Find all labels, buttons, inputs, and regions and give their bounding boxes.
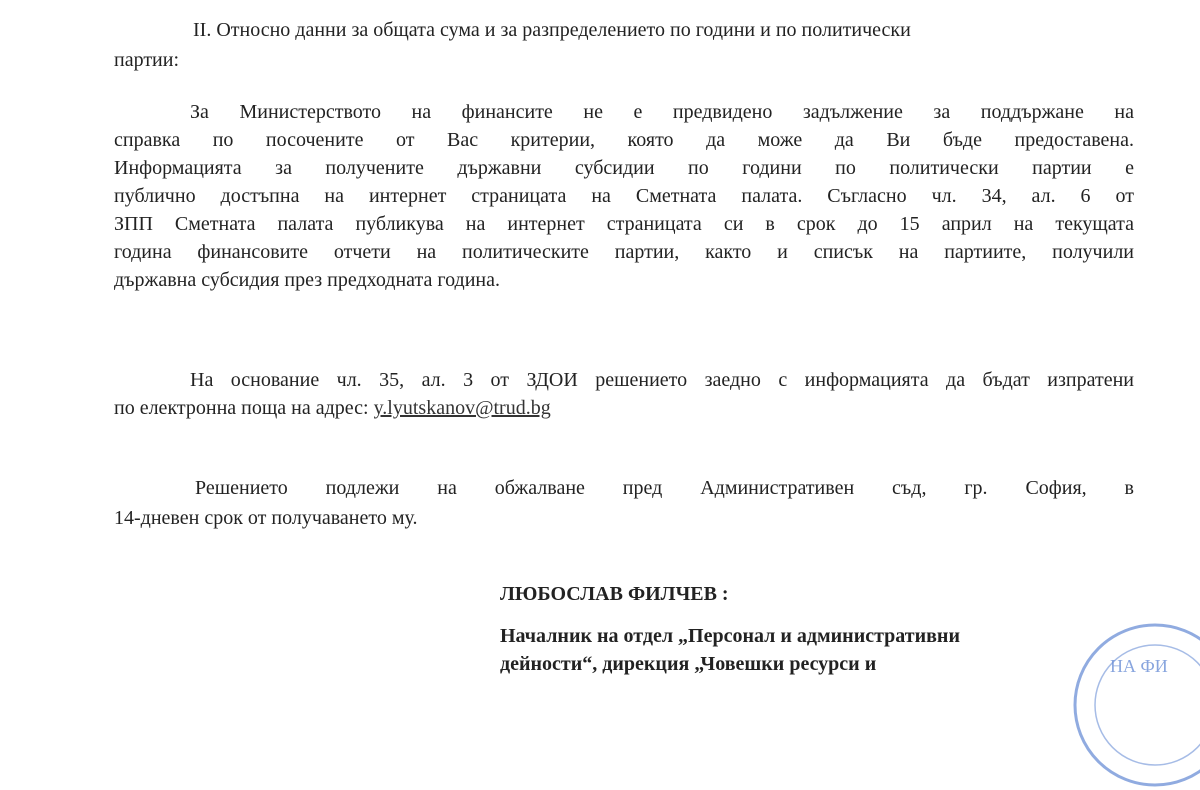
paragraph1-line2: справка по посочените от Вас критерии, която да може да Ви бъде предоставена. xyxy=(114,129,1134,151)
paragraph2-line2 xyxy=(114,396,551,420)
paragraph1-line7: държавна субсидия през предходната година. xyxy=(114,269,500,291)
paragraph2-line1: На основание чл. 35, ал. 3 от ЗДОИ решението заедно с информацията да бъдат изпратени xyxy=(190,369,1134,391)
section-heading-line1: II. Относно данни за общата сума и за разпределението по години и по политически xyxy=(193,19,911,41)
signatory-title-line1: Началник на отдел „Персонал и административни xyxy=(500,625,960,647)
official-stamp-icon xyxy=(1070,620,1200,790)
email-link[interactable]: y.lyutskanov@trud.bg xyxy=(373,397,551,419)
paragraph1-line6: година финансовите отчети на политическите партии, както и списък на партиите, получили xyxy=(114,241,1134,263)
signatory-title-line2: дейности“, дирекция „Човешки ресурси и xyxy=(500,653,877,675)
paragraph3-line2: 14-дневен срок от получаването му. xyxy=(114,507,418,529)
paragraph2-line2-prefix: по електронна поща на адрес: xyxy=(114,397,374,419)
section-heading-line2: партии: xyxy=(114,49,180,71)
paragraph1-line5: ЗПП Сметната палата публикува на интернет страницата си в срок до 15 април на текущата xyxy=(114,213,1134,235)
svg-text:НА ФИ: НА ФИ xyxy=(1110,656,1168,676)
paragraph3-line1: Решението подлежи на обжалване пред Административен съд, гр. София, в xyxy=(195,477,1134,499)
paragraph1-line3: Информацията за получените държавни субсидии по години по политически партии е xyxy=(114,157,1134,179)
paragraph1-line4: публично достъпна на интернет страницата на Сметната палата. Съгласно чл. 34, ал. 6 от xyxy=(114,185,1134,207)
paragraph1-line1: За Министерството на финансите не е предвидено задължение за поддържане на xyxy=(190,101,1134,123)
signatory-name: ЛЮБОСЛАВ ФИЛЧЕВ : xyxy=(500,583,729,605)
